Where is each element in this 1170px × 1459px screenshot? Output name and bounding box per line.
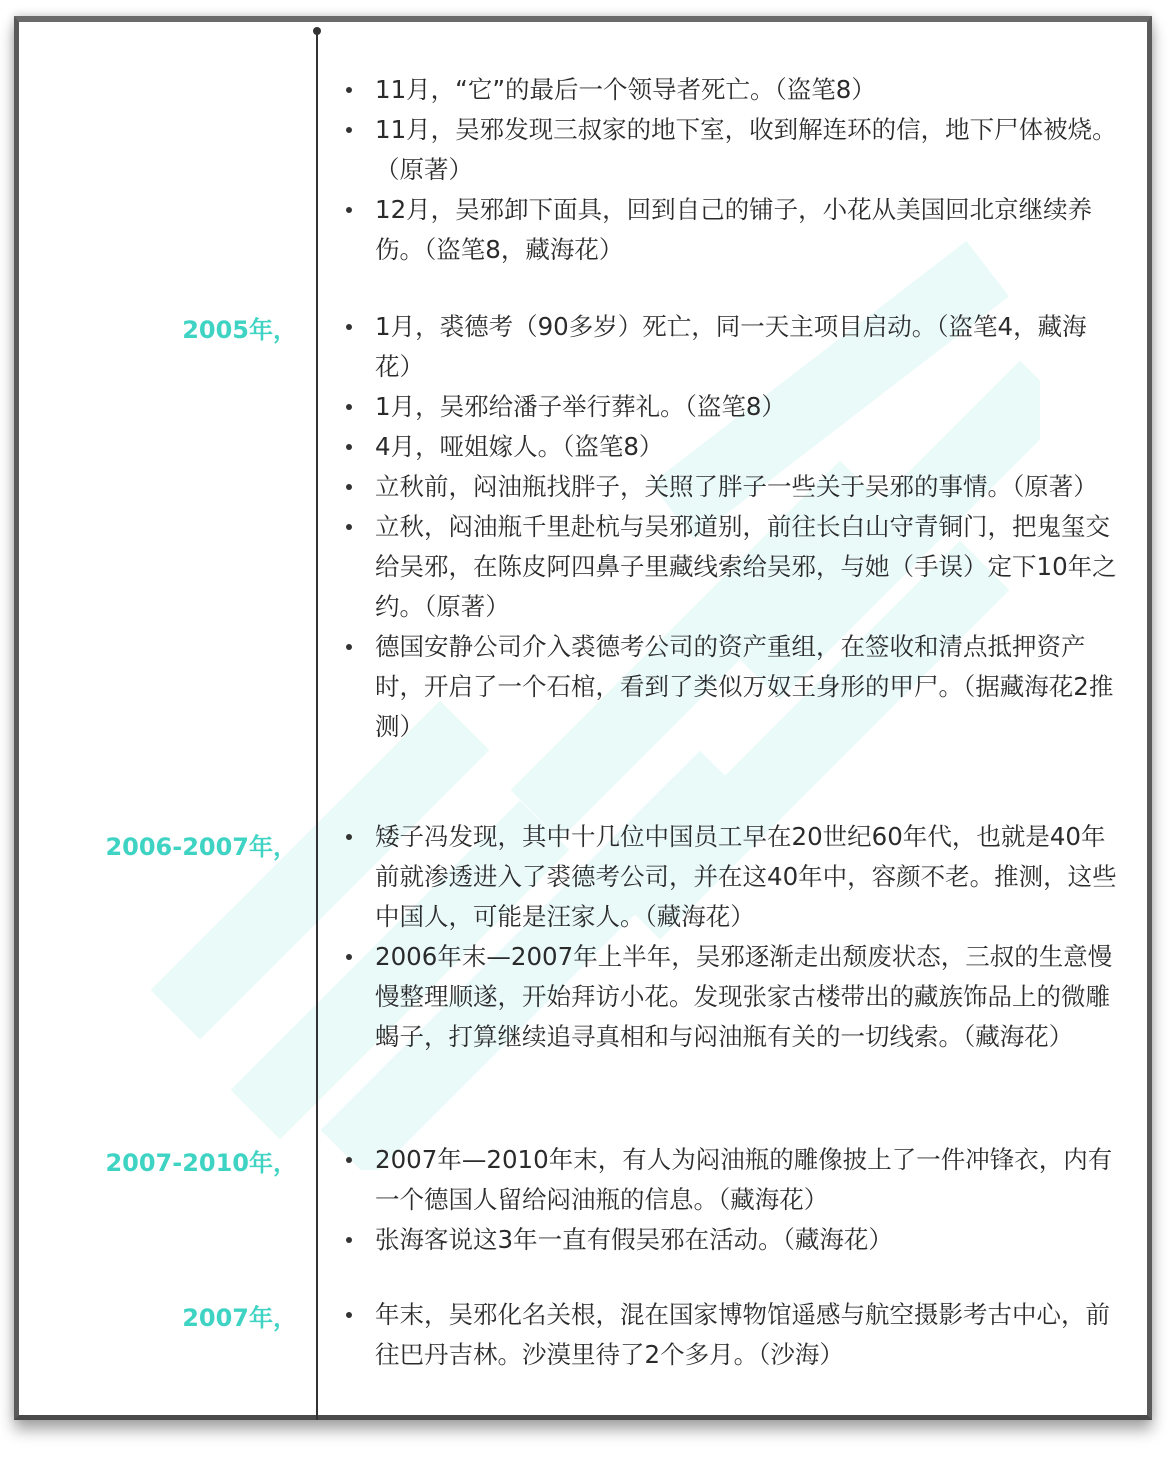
event-item: 12月，吴邪卸下面具，回到自己的铺子，小花从美国回北京继续养伤。（盗笔8，藏海花） — [340, 190, 1120, 270]
event-list-2007 — [340, 1295, 1120, 1375]
timeline-line — [316, 30, 318, 1420]
event-item: 矮子冯发现，其中十几位中国员工早在20世纪60年代，也就是40年前就渗透进入了裘德考公司，并在这40年中，容颜不老。推测，这些中国人，可能是汪家人。（藏海花） — [340, 817, 1120, 937]
event-list-continued — [340, 70, 1120, 270]
year-label-2005: 2005年， — [182, 316, 297, 344]
event-item: 1月，裘德考（90多岁）死亡，同一天主项目启动。（盗笔4，藏海花） — [340, 307, 1120, 387]
event-item: 11月，“它”的最后一个领导者死亡。（盗笔8） — [340, 70, 1120, 110]
event-item: 4月，哑姐嫁人。（盗笔8） — [340, 427, 1120, 467]
event-item: 11月，吴邪发现三叔家的地下室，收到解连环的信，地下尸体被烧。（原著） — [340, 110, 1120, 190]
event-item: 立秋前，闷油瓶找胖子，关照了胖子一些关于吴邪的事情。（原著） — [340, 467, 1120, 507]
event-list-2006-2007 — [340, 817, 1120, 1057]
timeline-start-dot — [313, 27, 321, 35]
event-item: 2007年—2010年末，有人为闷油瓶的雕像披上了一件冲锋衣，内有一个德国人留给闷油瓶的信息。（藏海花） — [340, 1140, 1120, 1220]
event-item: 德国安静公司介入裘德考公司的资产重组，在签收和清点抵押资产时，开启了一个石棺，看到了类似万奴王身形的甲尸。（据藏海花2推测） — [340, 627, 1120, 747]
event-item: 年末，吴邪化名关根，混在国家博物馆遥感与航空摄影考古中心，前往巴丹吉林。沙漠里待了2个多月。（沙海） — [340, 1295, 1120, 1375]
year-label-2007: 2007年， — [182, 1304, 297, 1332]
event-list-2005 — [340, 307, 1120, 747]
event-item: 立秋，闷油瓶千里赴杭与吴邪道别，前往长白山守青铜门，把鬼玺交给吴邪，在陈皮阿四鼻子里藏线索给吴邪，与她（手误）定下10年之约。（原著） — [340, 507, 1120, 627]
event-item: 1月，吴邪给潘子举行葬礼。（盗笔8） — [340, 387, 1120, 427]
year-label-2007-2010: 2007-2010年， — [105, 1149, 297, 1177]
year-label-2006-2007: 2006-2007年， — [105, 833, 297, 861]
event-item: 张海客说这3年一直有假吴邪在活动。（藏海花） — [340, 1220, 1120, 1260]
event-list-2007-2010 — [340, 1140, 1120, 1260]
event-item: 2006年末—2007年上半年，吴邪逐渐走出颓废状态，三叔的生意慢慢整理顺遂，开始拜访小花。发现张家古楼带出的藏族饰品上的微雕蝎子，打算继续追寻真相和与闷油瓶有关的一切线索。（藏海花） — [340, 937, 1120, 1057]
